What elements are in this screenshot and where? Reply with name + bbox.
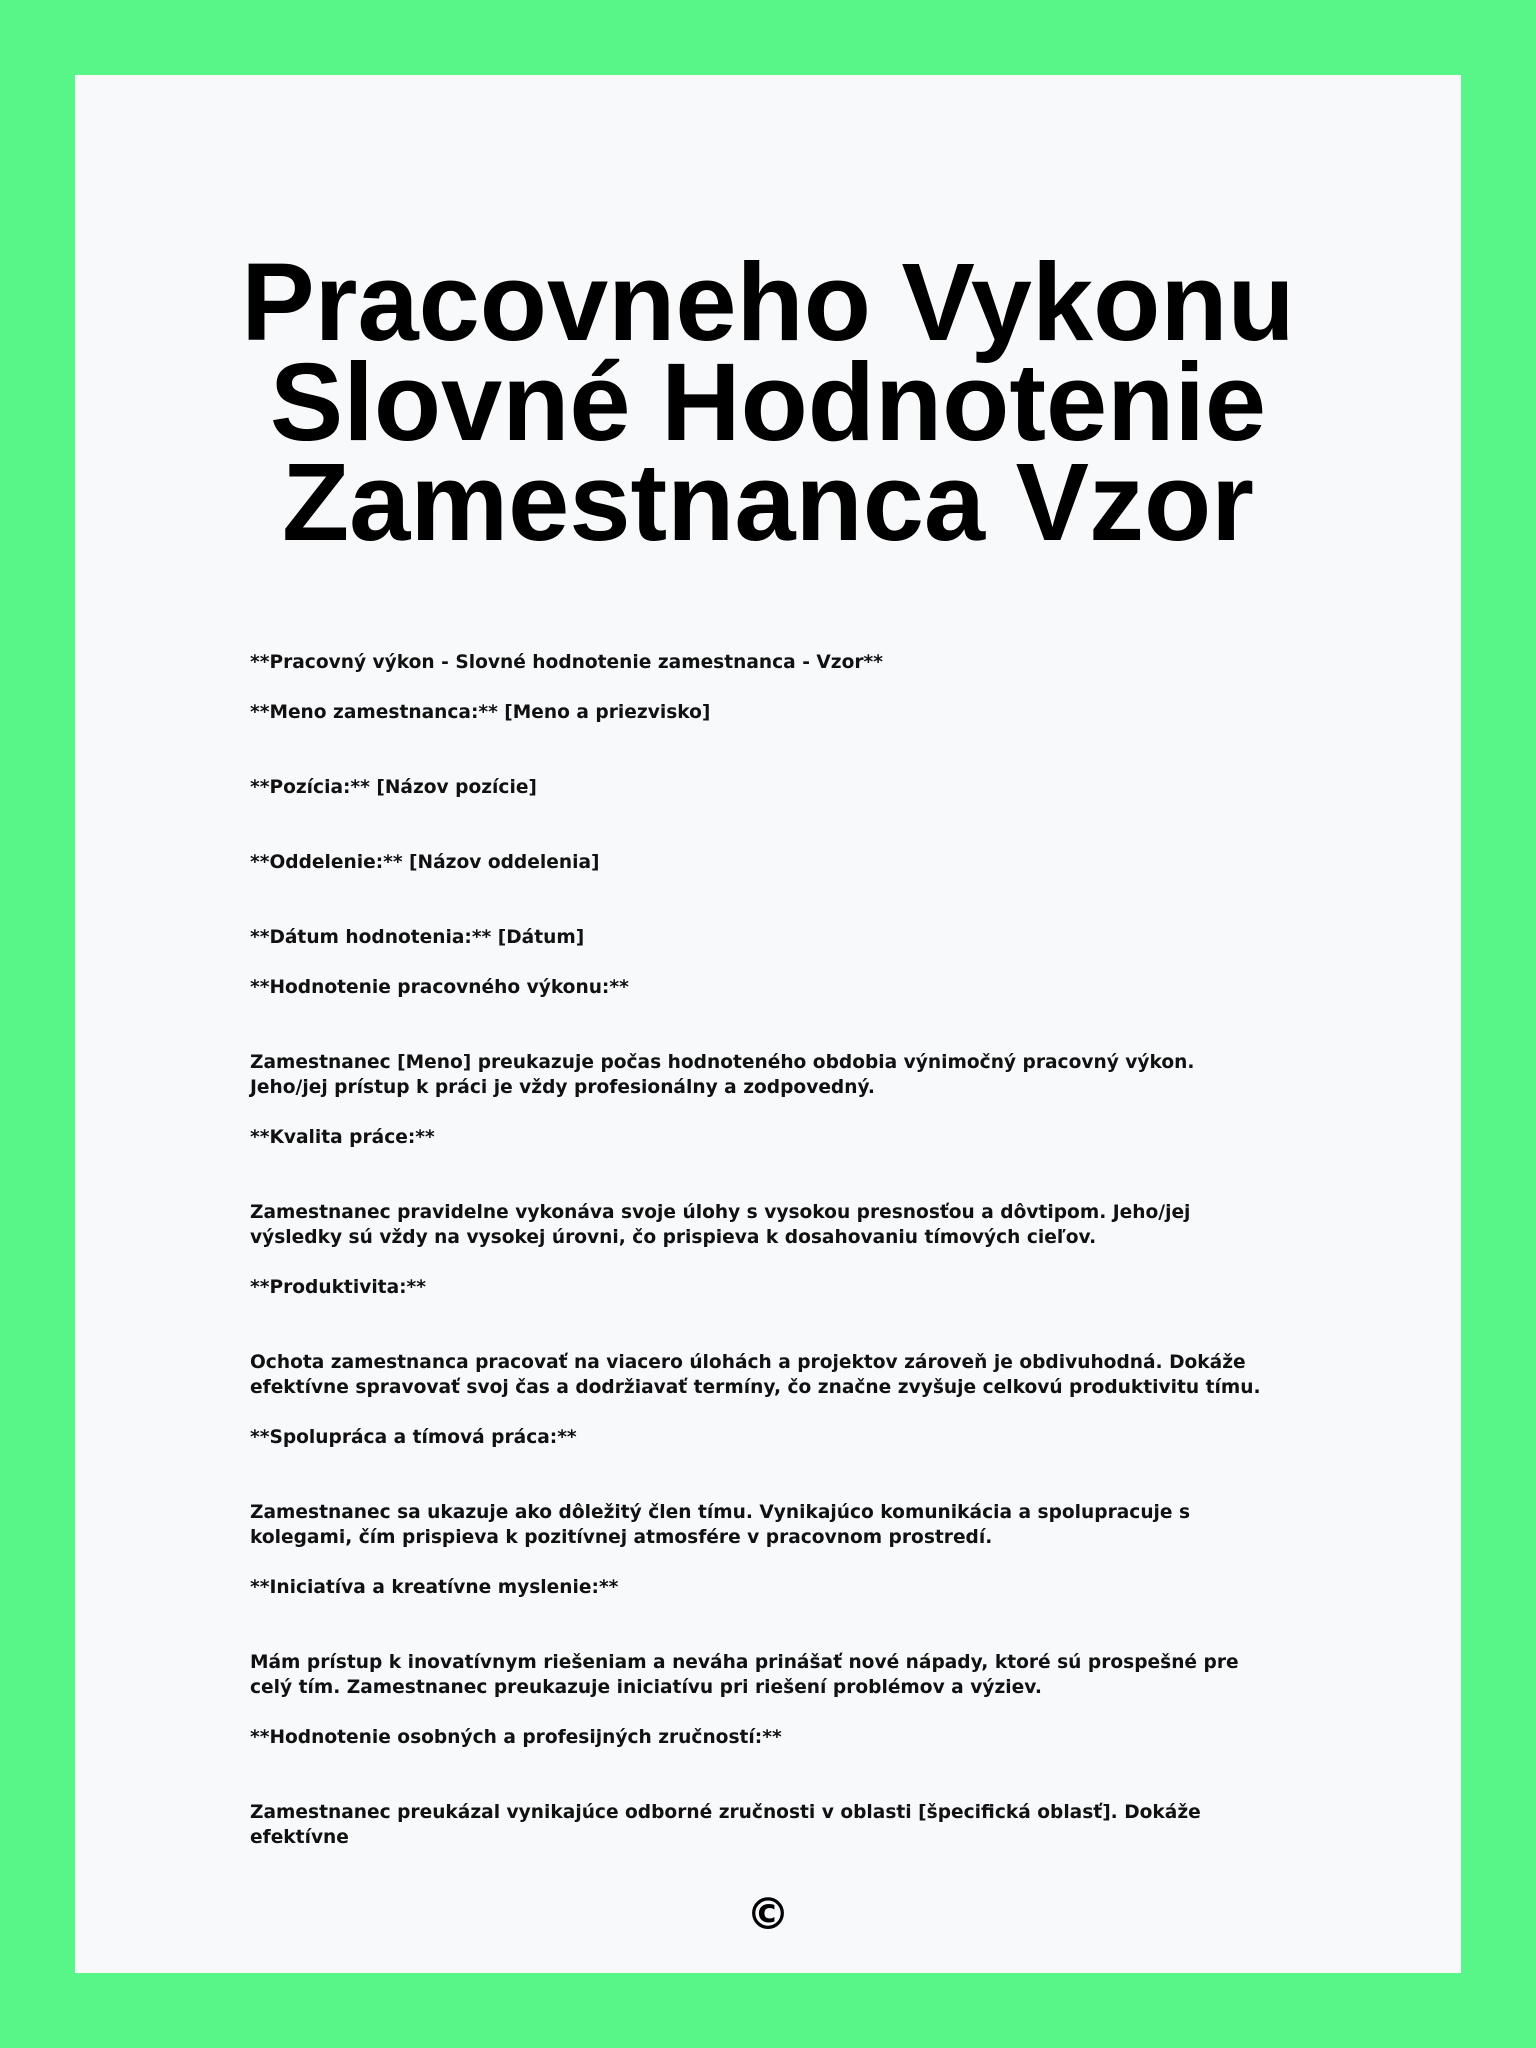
performance-heading: **Hodnotenie pracovného výkonu:** — [250, 977, 629, 998]
quality-text: Zamestnanec pravidelne vykonáva svoje úlohy s vysokou presnosťou a dôvtipom. Jeho/jej výsledky sú vždy na vysokej úrovni, čo prispieva k dosahovaniu tímových cieľov. — [250, 1202, 1191, 1248]
document-title: Pracovneho Vykonu Slovné Hodnotenie Zamestnanca Vzor — [241, 241, 1295, 564]
skills-heading: **Hodnotenie osobných a profesijných zručností:** — [250, 1727, 782, 1748]
performance-text: Zamestnanec [Meno] preukazuje počas hodnoteného obdobia výnimočný pracovný výkon. Jeho/jej prístup k práci je vždy profesionálny a zodpovedný. — [250, 1052, 1195, 1098]
teamwork-text: Zamestnanec sa ukazuje ako dôležitý člen tímu. Vynikajúco komunikácia a spolupracuje s kolegami, čím prispieva k pozitívnej atmosfére v pracovnom prostredí. — [250, 1502, 1191, 1548]
skills-text: Zamestnanec preukázal vynikajúce odborné zručnosti v oblasti [špecifická oblasť]. Dokáže efektívne — [250, 1802, 1201, 1848]
productivity-text: Ochota zamestnanca pracovať na viacero úlohách a projektov zároveň je obdivuhodná. Dokáže efektívne spravovať svoj čas a dodržiavať termíny, čo značne zvyšuje celkovú produktivitu tímu. — [250, 1352, 1261, 1398]
initiative-heading: **Iniciatíva a kreatívne myslenie:** — [250, 1577, 619, 1598]
evaluation-date-field: **Dátum hodnotenia:** [Dátum] — [250, 927, 585, 948]
position-field: **Pozícia:** [Názov pozície] — [250, 777, 537, 798]
department-field: **Oddelenie:** [Názov oddelenia] — [250, 852, 600, 873]
document-heading: **Pracovný výkon - Slovné hodnotenie zamestnanca - Vzor** — [250, 652, 883, 673]
initiative-text: Mám prístup k inovatívnym riešeniam a neváha prinášať nové nápady, ktoré sú prospešné pre celý tím. Zamestnanec preukazuje iniciatívu pri riešení problémov a výziev. — [250, 1652, 1239, 1698]
employee-name-field: **Meno zamestnanca:** [Meno a priezvisko] — [250, 702, 711, 723]
productivity-heading: **Produktivita:** — [250, 1277, 427, 1298]
document-page — [75, 75, 1461, 1973]
quality-heading: **Kvalita práce:** — [250, 1127, 435, 1148]
copyright-icon: © — [746, 1889, 790, 1940]
teamwork-heading: **Spolupráca a tímová práca:** — [250, 1427, 577, 1448]
